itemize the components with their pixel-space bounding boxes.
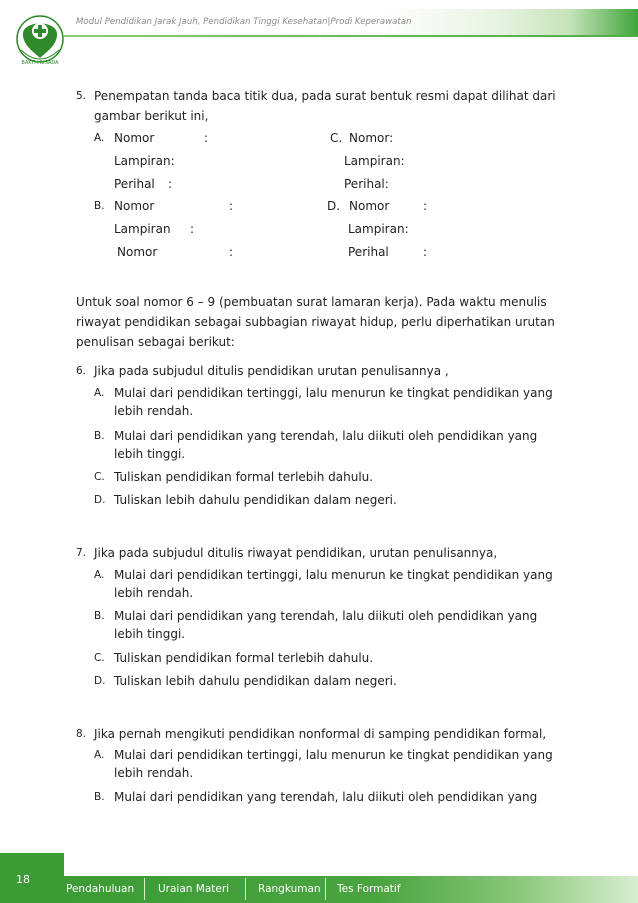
option-text: lebih rendah. bbox=[114, 586, 194, 600]
option-a-row1-label: Nomor bbox=[114, 131, 155, 145]
intro-paragraph-line: penulisan sebagai berikut: bbox=[76, 335, 235, 349]
option-letter: B. bbox=[94, 430, 105, 442]
header-title: Modul Pendidikan Jarak Jauh, Pendidikan Tinggi Kesehatan|Prodi Keperawatan bbox=[76, 17, 412, 27]
question-number: 6. bbox=[76, 365, 87, 377]
option-text: lebih tinggi. bbox=[114, 447, 186, 461]
option-b-row1-label: Nomor bbox=[114, 199, 155, 213]
page-number-box bbox=[0, 853, 64, 903]
tab-uraian-materi[interactable]: Uraian Materi bbox=[158, 883, 230, 895]
tab-separator bbox=[245, 878, 246, 900]
option-d-row3-label: Perihal bbox=[348, 245, 389, 259]
option-b-row2-label: Lampiran bbox=[114, 222, 171, 236]
option-letter: A. bbox=[94, 387, 105, 399]
option-letter-a: A. bbox=[94, 132, 105, 144]
option-d-row3-colon: : bbox=[423, 245, 428, 259]
option-letter: D. bbox=[94, 675, 106, 687]
intro-paragraph-line: Untuk soal nomor 6 – 9 (pembuatan surat lamaran kerja). Pada waktu menulis bbox=[76, 295, 547, 309]
question-text: Penempatan tanda baca titik dua, pada surat bentuk resmi dapat dilihat dari bbox=[94, 89, 556, 103]
option-text: Mulai dari pendidikan yang terendah, lalu diikuti oleh pendidikan yang bbox=[114, 429, 538, 443]
question-number: 8. bbox=[76, 728, 87, 740]
option-d-row1-label: Nomor bbox=[349, 199, 390, 213]
option-letter: C. bbox=[94, 471, 105, 483]
option-letter-c: C. bbox=[330, 131, 343, 145]
tab-tes-formatif[interactable]: Tes Formatif bbox=[337, 883, 401, 895]
question-text: gambar berikut ini, bbox=[94, 109, 209, 123]
option-a-row2-label: Lampiran: bbox=[114, 154, 175, 168]
tab-pendahuluan[interactable]: Pendahuluan bbox=[66, 883, 135, 895]
option-b-row3-colon: : bbox=[229, 245, 234, 259]
question-text: Jika pada subjudul ditulis riwayat pendidikan, urutan penulisannya, bbox=[94, 546, 498, 560]
question-number: 7. bbox=[76, 547, 87, 559]
svg-text:BAKTI HUSADA: BAKTI HUSADA bbox=[21, 60, 59, 66]
option-text: Mulai dari pendidikan tertinggi, lalu menurun ke tingkat pendidikan yang bbox=[114, 386, 553, 400]
intro-paragraph-line: riwayat pendidikan sebagai subbagian riwayat hidup, perlu diperhatikan urutan bbox=[76, 315, 555, 329]
option-letter: A. bbox=[94, 749, 105, 761]
tab-rangkuman[interactable]: Rangkuman bbox=[258, 883, 321, 895]
option-text: lebih rendah. bbox=[114, 404, 194, 418]
option-text: Mulai dari pendidikan tertinggi, lalu menurun ke tingkat pendidikan yang bbox=[114, 568, 553, 582]
tab-separator bbox=[325, 878, 326, 900]
option-c-row1-label: Nomor: bbox=[349, 131, 394, 145]
option-a-row3-colon: : bbox=[168, 177, 173, 191]
option-text: lebih tinggi. bbox=[114, 627, 186, 641]
option-text: Tuliskan pendidikan formal terlebih dahulu. bbox=[114, 470, 374, 484]
option-text: Tuliskan pendidikan formal terlebih dahulu. bbox=[114, 651, 374, 665]
option-letter: C. bbox=[94, 652, 105, 664]
question-text: Jika pernah mengikuti pendidikan nonformal di samping pendidikan formal, bbox=[94, 727, 547, 741]
page-number: 18 bbox=[16, 873, 30, 886]
option-d-row1-colon: : bbox=[423, 199, 428, 213]
option-text: Mulai dari pendidikan yang terendah, lalu diikuti oleh pendidikan yang bbox=[114, 790, 538, 804]
option-b-row1-colon: : bbox=[229, 199, 234, 213]
option-d-row2-label: Lampiran: bbox=[348, 222, 409, 236]
option-b-row2-colon: : bbox=[190, 222, 195, 236]
option-c-row2-label: Lampiran: bbox=[344, 154, 405, 168]
option-text: lebih rendah. bbox=[114, 766, 194, 780]
question-text: Jika pada subjudul ditulis pendidikan urutan penulisannya , bbox=[94, 364, 449, 378]
option-a-row3-label: Perihal bbox=[114, 177, 155, 191]
option-b-row3-label: Nomor bbox=[117, 245, 158, 259]
tab-separator bbox=[144, 878, 145, 900]
option-a-row1-colon: : bbox=[204, 131, 209, 145]
option-letter: B. bbox=[94, 610, 105, 622]
option-letter: A. bbox=[94, 569, 105, 581]
option-letter-b: B. bbox=[94, 200, 105, 212]
option-text: Mulai dari pendidikan yang terendah, lalu diikuti oleh pendidikan yang bbox=[114, 609, 538, 623]
option-letter: D. bbox=[94, 494, 106, 506]
question-number: 5. bbox=[76, 90, 87, 102]
option-text: Tuliskan lebih dahulu pendidikan dalam negeri. bbox=[114, 493, 397, 507]
option-text: Tuliskan lebih dahulu pendidikan dalam negeri. bbox=[114, 674, 397, 688]
option-letter-d: D. bbox=[327, 199, 341, 213]
option-c-row3-label: Perihal: bbox=[344, 177, 389, 191]
option-letter: B. bbox=[94, 791, 105, 803]
option-text: Mulai dari pendidikan tertinggi, lalu menurun ke tingkat pendidikan yang bbox=[114, 748, 553, 762]
